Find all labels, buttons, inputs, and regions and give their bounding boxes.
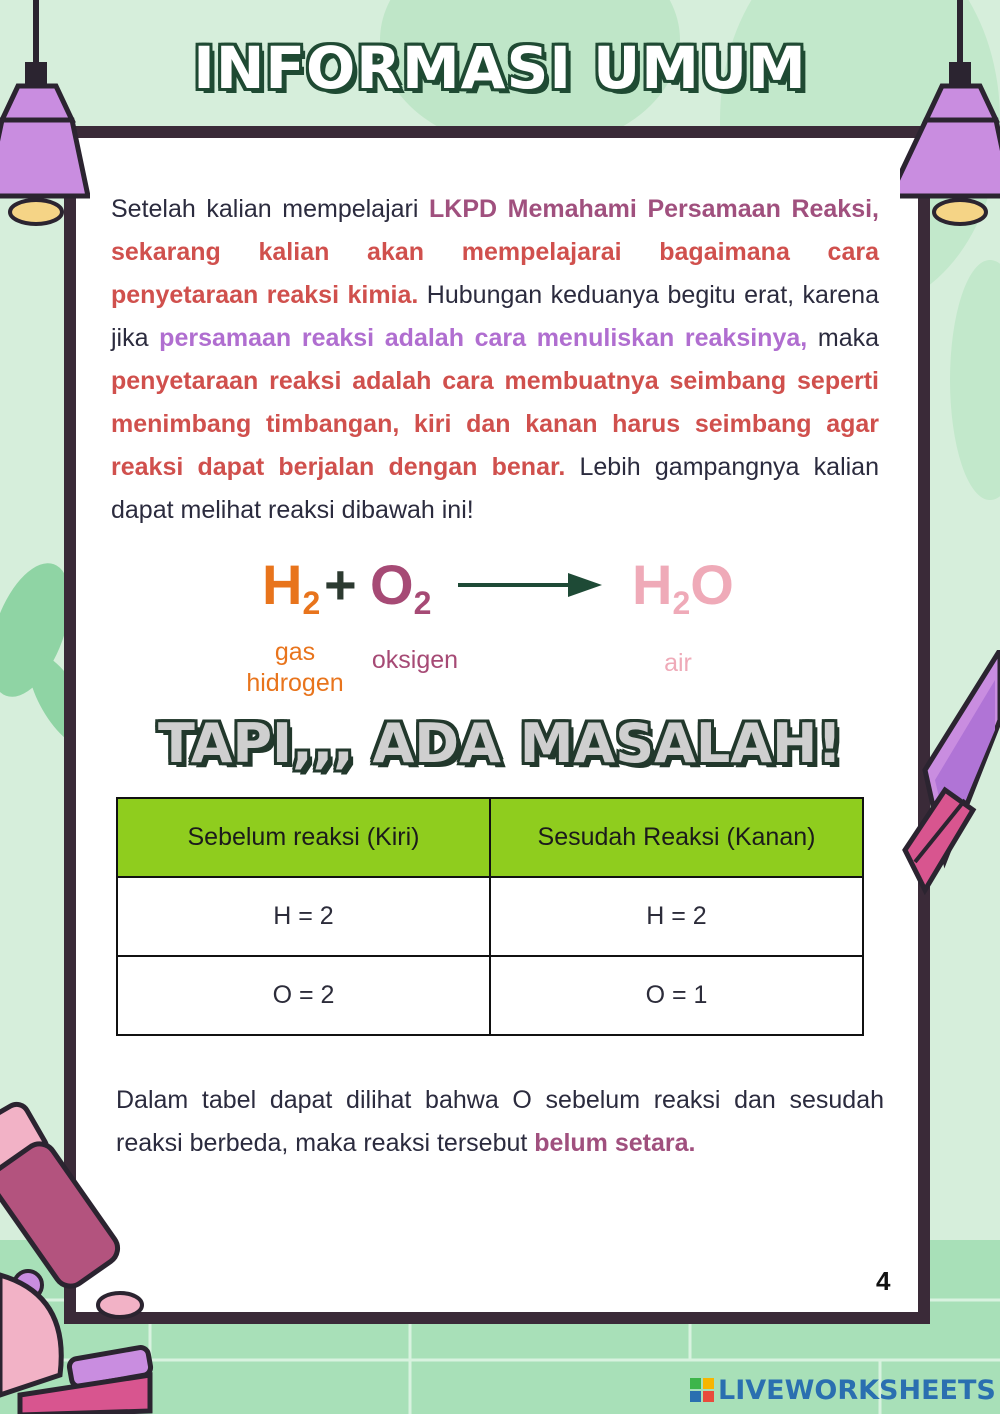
table-row: [117, 877, 863, 956]
intro-highlight-persamaan: persamaan reaksi adalah cara menuliskan reaksinya,: [159, 324, 808, 352]
reaction-arrow-icon: [456, 570, 606, 600]
header-before: Sebelum reaksi (Kiri): [117, 798, 490, 877]
page-number: 4: [876, 1266, 891, 1296]
cell-before-o: O = 2: [117, 956, 490, 1035]
reactant-o2: $O_2$: [370, 553, 432, 621]
footer-brand[interactable]: [690, 1372, 996, 1408]
page-title: INFORMASI UMUM: [193, 34, 807, 102]
label-oksigen: oksigen: [371, 646, 459, 674]
header-after: Sesudah Reaksi (Kanan): [490, 798, 863, 877]
intro-highlight-seimbang: penyetaraan reaksi adalah cara membuatnya seimbang seperti menimbang timbangan, kiri dan kanan harus seimbang agar reaksi dapat berjalan dengan benar.: [111, 367, 879, 481]
footer-brand-text: LIVEWORKSHEETS: [718, 1374, 996, 1406]
label-gas-hidrogen: gas hidrogen: [246, 638, 344, 697]
book-icon: [875, 650, 1000, 910]
product-h2o: $H_2O$: [632, 553, 734, 621]
reactant-h2: $H_2$: [262, 553, 321, 621]
cell-before-h: H = 2: [117, 877, 490, 956]
intro-text-3: maka: [807, 324, 879, 352]
label-air: air: [664, 649, 692, 677]
conclusion-highlight: belum setara.: [534, 1129, 696, 1157]
problem-heading: TAPI,,, ADA MASALAH!: [158, 712, 842, 775]
intro-text-2: Hubungan keduanya begitu erat, karena jika: [111, 281, 879, 352]
intro-text-1: Setelah kalian mempelajari: [111, 195, 430, 223]
table-row: [117, 956, 863, 1035]
atom-count-table: [116, 797, 864, 1036]
intro-highlight-lkpd: LKPD Memahami Persamaan Reaksi,: [429, 195, 880, 223]
table-header-row: [117, 798, 863, 877]
cell-after-h: H = 2: [490, 877, 863, 956]
conclusion-paragraph: [116, 1079, 884, 1165]
plus-sign: +: [324, 553, 357, 616]
intro-text-4: Lebih gampangnya kalian dapat melihat reaksi dibawah ini!: [111, 453, 879, 524]
liveworksheets-logo-icon: [690, 1378, 714, 1402]
conclusion-text: Dalam tabel dapat dilihat bahwa O sebelum reaksi dan sesudah reaksi berbeda, maka reaksi tersebut: [116, 1086, 884, 1157]
intro-highlight-penyetaraan: sekarang kalian akan mempelajarai bagaimana cara penyetaraan reaksi kimia.: [111, 238, 879, 309]
intro-paragraph: [111, 188, 879, 532]
cell-after-o: O = 1: [490, 956, 863, 1035]
